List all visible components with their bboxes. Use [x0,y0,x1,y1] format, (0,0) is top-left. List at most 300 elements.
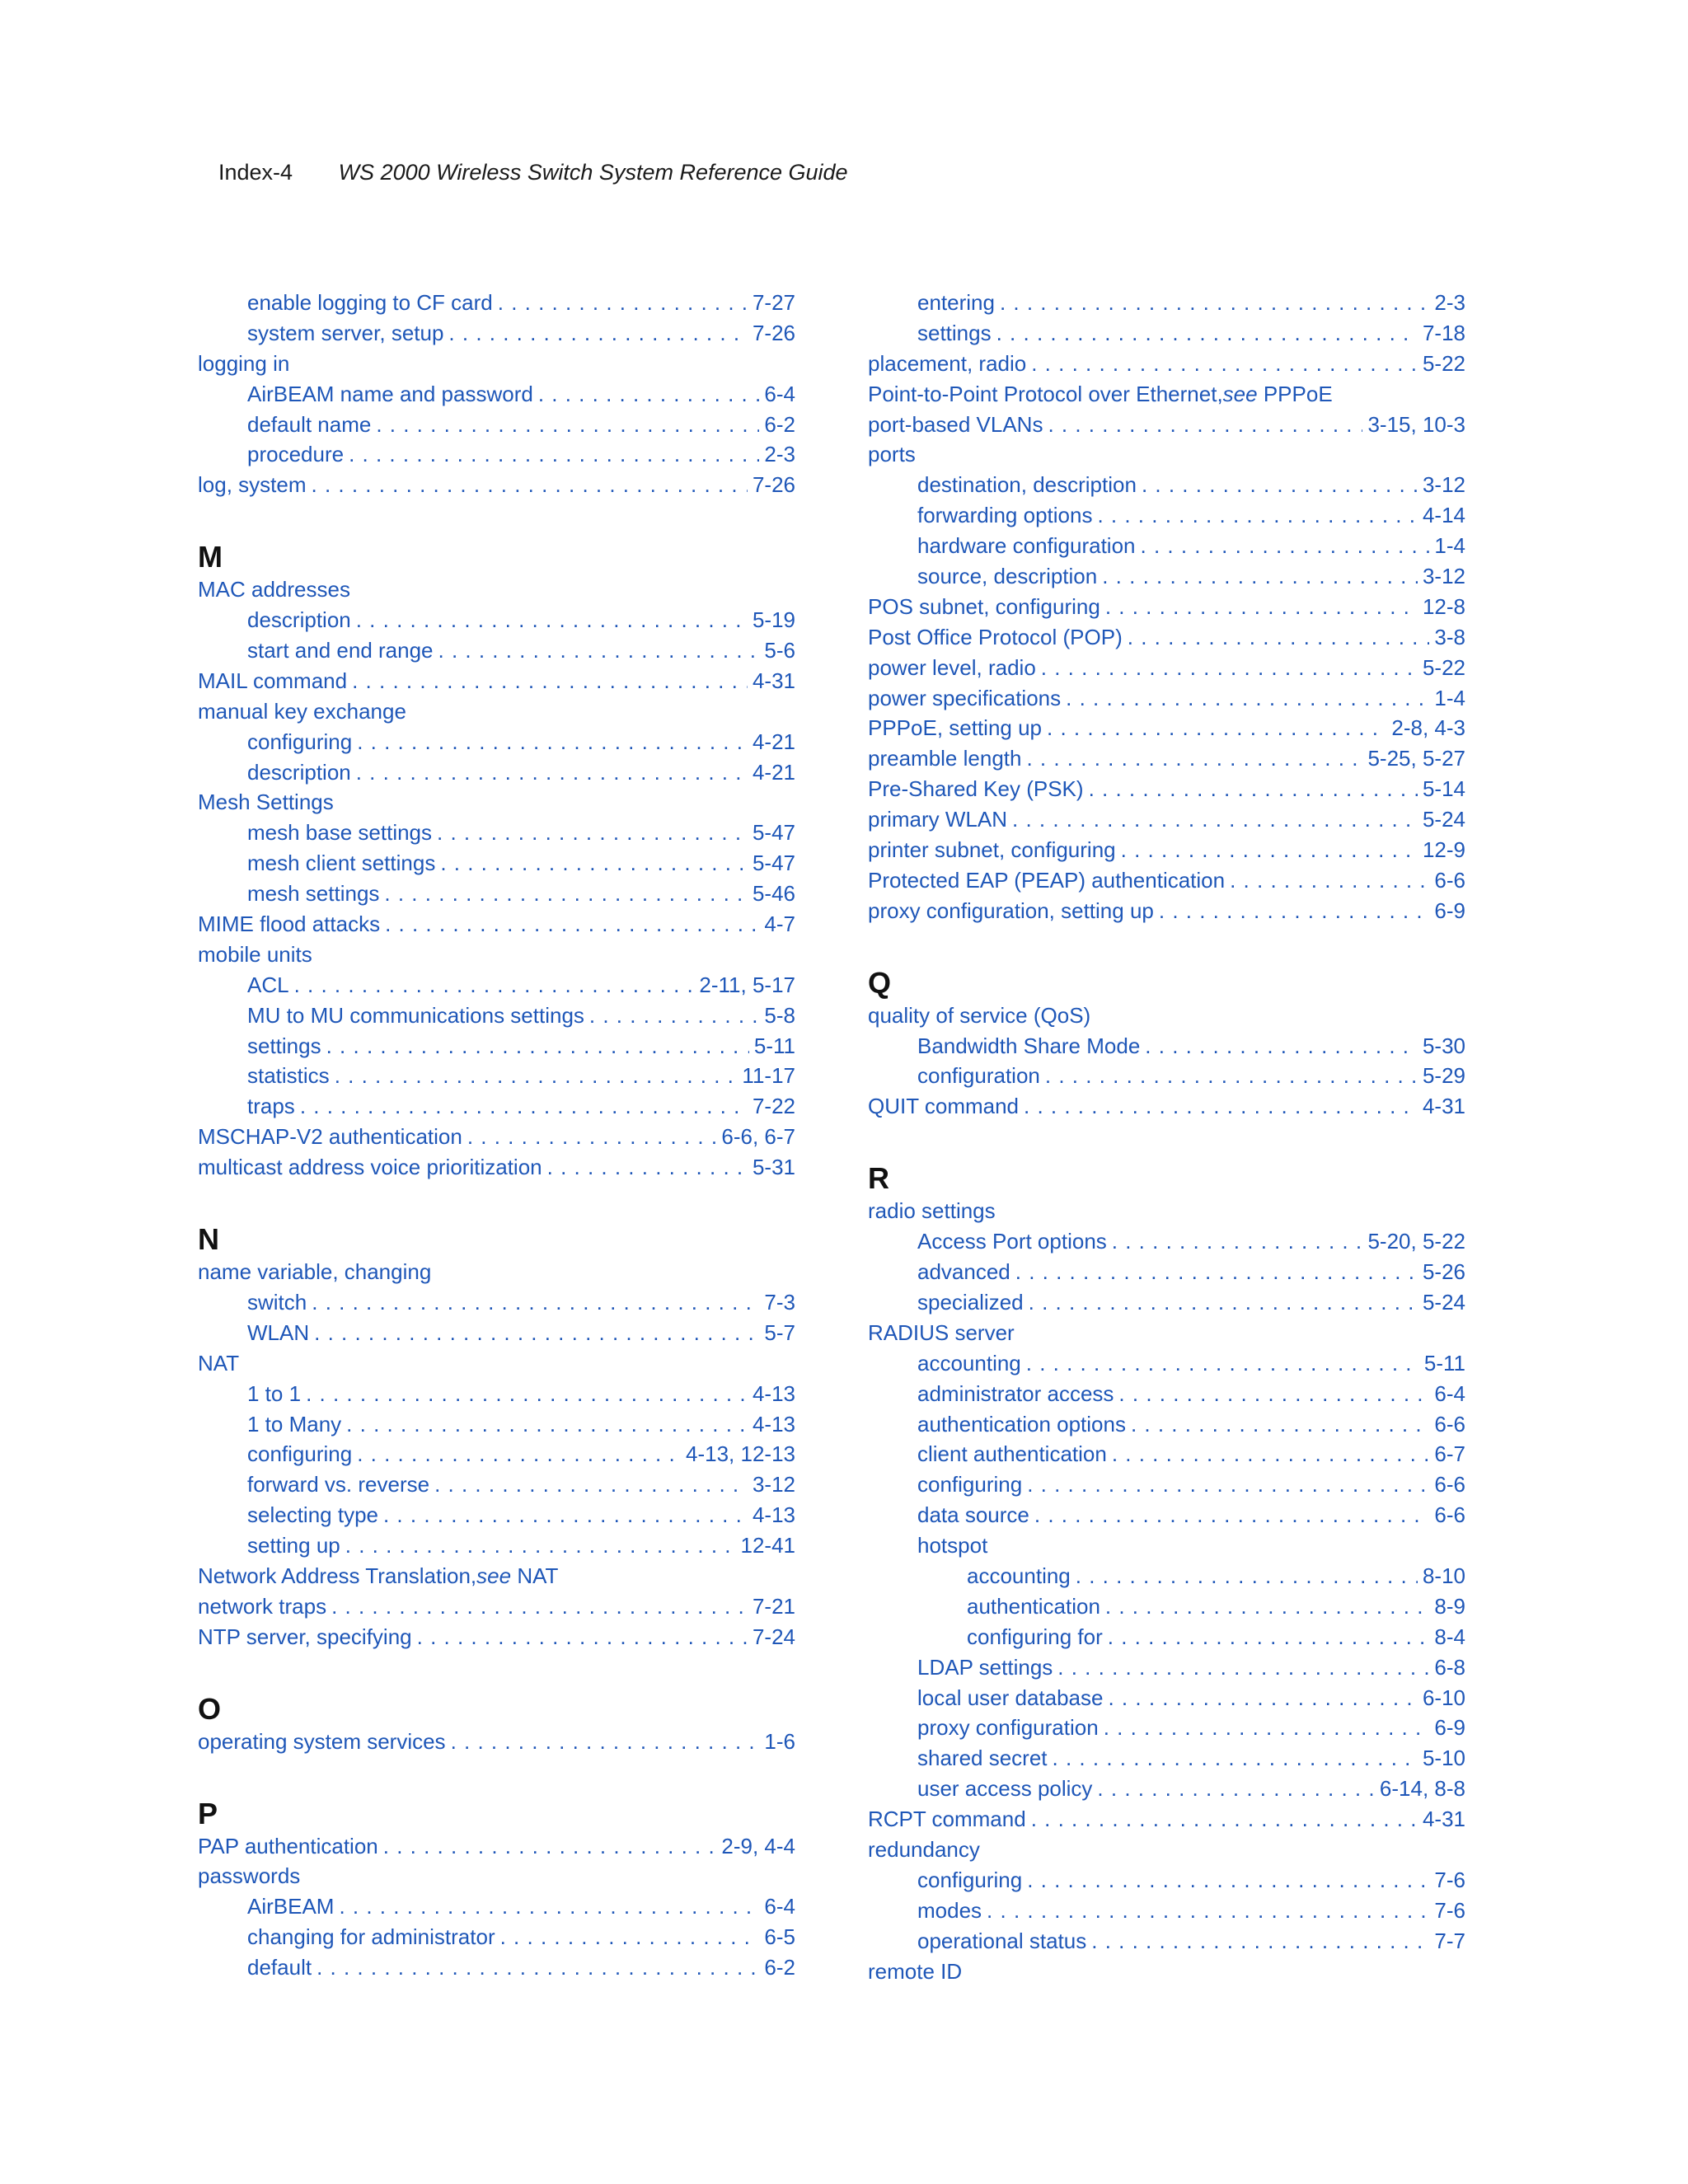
index-term[interactable]: quality of service (QoS) [868,1002,1091,1028]
page-reference[interactable]: 7-7 [1434,1928,1465,1953]
page-reference[interactable]: 5-19 [752,607,795,633]
page-reference[interactable]: 5-8 [764,1002,795,1028]
dot-leader [1230,868,1429,893]
index-term[interactable]: AirBEAM name and password [247,381,533,406]
page-reference[interactable]: 7-6 [1434,1867,1465,1892]
index-term[interactable]: authentication options [917,1411,1126,1436]
index-entry-forwarding-options[interactable] [868,503,1465,533]
page-reference[interactable]: 5-22 [1422,350,1465,376]
index-entry-modes[interactable] [868,1898,1465,1929]
page-reference[interactable]: 6-14, 8-8 [1379,1776,1465,1802]
index-entry-name-variable-changing[interactable] [198,1259,795,1290]
index-term[interactable]: WLAN [247,1319,310,1345]
index-entry-1-to-many[interactable] [198,1412,795,1442]
index-entry-authentication-options[interactable] [868,1412,1465,1442]
index-entry-configuring[interactable] [198,1441,795,1472]
index-entry-rcpt-command[interactable] [868,1807,1465,1837]
index-entry-printer-subnet-configuring[interactable] [868,837,1465,868]
index-entry-ports[interactable] [868,442,1465,472]
dot-leader [385,912,759,937]
index-entry-administrator-access[interactable] [868,1381,1465,1412]
index-term[interactable]: power specifications [868,685,1062,710]
index-entry-quit-command[interactable] [868,1094,1465,1124]
index-entry-configuring-for[interactable] [868,1624,1465,1655]
index-entry-ldap-settings[interactable] [868,1655,1465,1685]
page-reference[interactable]: 7-22 [752,1094,795,1119]
index-term[interactable]: MSCHAP-V2 authentication [198,1124,462,1150]
page-reference[interactable]: 2-3 [1434,290,1465,315]
index-term[interactable]: Pre-Shared Key (PSK) [868,776,1084,802]
index-entry-user-access-policy[interactable] [868,1776,1465,1807]
index-term[interactable]: hardware configuration [917,533,1136,559]
index-term[interactable]: AirBEAM [247,1894,335,1919]
page-reference[interactable]: 4-13, 12-13 [686,1441,795,1467]
index-entry-access-port-options[interactable] [868,1229,1465,1259]
index-term[interactable]: PPPoE, setting up [868,715,1043,741]
index-term[interactable]: port-based VLANs [868,411,1043,437]
index-entry-mesh-base-settings[interactable] [198,820,795,851]
page-reference[interactable]: 6-5 [764,1924,795,1950]
index-term[interactable]: destination, description [917,472,1137,498]
index-entry-pap-authentication[interactable] [198,1834,795,1864]
index-term[interactable]: redundancy [868,1836,980,1862]
page-reference[interactable]: 3-12 [1422,564,1465,589]
page-reference[interactable]: 4-21 [752,759,795,785]
index-entry-hotspot[interactable] [868,1533,1465,1563]
page-reference[interactable]: 5-14 [1422,776,1465,802]
page-reference[interactable]: 5-11 [1423,1350,1465,1376]
index-entry-mobile-units[interactable] [198,942,795,972]
index-term[interactable]: configuring [917,1867,1023,1892]
index-entry-default-name[interactable] [198,412,795,443]
page-reference[interactable]: 6-9 [1434,1715,1465,1741]
index-entry-source-description[interactable] [868,564,1465,594]
index-entry-acl[interactable] [198,972,795,1003]
index-entry-logging-in[interactable] [198,351,795,382]
index-entry-forward-vs-reverse[interactable] [198,1472,795,1502]
page-reference[interactable]: 7-6 [1434,1897,1465,1923]
index-term[interactable]: configuring [917,1472,1023,1497]
index-term[interactable]: power level, radio [868,654,1036,680]
index-term[interactable]: forwarding options [917,503,1093,528]
index-term[interactable]: selecting type [247,1502,378,1528]
index-term[interactable]: switch [247,1289,307,1315]
index-term[interactable]: authentication [967,1593,1100,1619]
index-term[interactable]: source, description [917,564,1098,589]
page-reference[interactable]: 5-11 [753,1033,795,1058]
page-reference[interactable]: 4-13 [752,1411,795,1436]
index-term[interactable]: operating system services [198,1728,446,1754]
index-term[interactable]: default name [247,411,372,437]
page-reference[interactable]: 6-6 [1434,867,1465,893]
dot-leader [500,1924,760,1950]
index-entry-changing-for-administrator[interactable] [198,1924,795,1955]
index-entry-operational-status[interactable] [868,1929,1465,1959]
index-term[interactable]: manual key exchange [198,698,406,724]
page-reference[interactable]: 1-6 [764,1728,795,1754]
page-reference[interactable]: 8-10 [1422,1563,1465,1588]
index-entry-port-based-vlans[interactable] [868,412,1465,443]
page-reference[interactable]: 7-24 [752,1624,795,1649]
index-entry-manual-key-exchange[interactable] [198,699,795,729]
page-reference[interactable]: 6-4 [1434,1380,1465,1406]
dot-leader [357,729,748,755]
dot-leader [1024,1094,1418,1119]
dot-leader [294,972,695,998]
page-reference[interactable]: 6-6, 6-7 [721,1124,795,1150]
index-entry-pre-shared-key-psk[interactable] [868,776,1465,807]
index-entry-nat[interactable] [198,1351,795,1381]
index-term[interactable]: shared secret [917,1746,1048,1771]
index-term[interactable]: configuring for [967,1624,1103,1649]
index-entry-settings[interactable] [868,321,1465,351]
page-reference[interactable]: 5-20, 5-22 [1367,1229,1465,1254]
page-reference[interactable]: 5-25, 5-27 [1367,746,1465,771]
index-term[interactable]: statistics [247,1063,330,1089]
page-reference[interactable]: 6-6 [1434,1411,1465,1436]
index-entry-power-specifications[interactable] [868,686,1465,716]
index-term[interactable]: remote ID [868,1958,963,1984]
page-reference[interactable]: 7-18 [1422,320,1465,345]
index-term[interactable]: description [247,759,351,785]
index-term[interactable]: user access policy [917,1776,1093,1802]
index-entry-selecting-type[interactable] [198,1502,795,1533]
index-entry-bandwidth-share-mode[interactable] [868,1033,1465,1064]
index-term[interactable]: administrator access [917,1380,1114,1406]
index-entry-log-system[interactable] [198,472,795,503]
index-term[interactable]: entering [917,290,995,315]
page-reference[interactable]: 2-8, 4-3 [1391,715,1465,741]
page-reference[interactable]: 6-6 [1434,1472,1465,1497]
dot-leader [357,1441,681,1467]
index-term[interactable]: 1 to 1 [247,1380,302,1406]
dot-leader [383,1834,717,1859]
index-term[interactable]: data source [917,1502,1029,1528]
index-term[interactable]: system server, setup [247,320,444,345]
index-entry-preamble-length[interactable] [868,746,1465,776]
index-term[interactable]: modes [917,1897,982,1923]
index-term[interactable]: traps [247,1094,295,1119]
index-entry-hardware-configuration[interactable] [868,533,1465,564]
index-term[interactable]: preamble length [868,746,1022,771]
dot-leader [1029,1290,1418,1315]
index-entry-radio-settings[interactable] [868,1198,1465,1229]
index-term[interactable]: accounting [917,1350,1021,1376]
page-reference[interactable]: 6-2 [764,411,795,437]
index-entry-system-server-setup[interactable] [198,321,795,351]
index-term[interactable]: QUIT command [868,1094,1020,1119]
dot-leader [1112,1441,1430,1467]
dot-leader [1108,1624,1430,1650]
index-entry-mac-addresses[interactable] [198,577,795,607]
page-reference[interactable]: 4-31 [1422,1094,1465,1119]
page-reference[interactable]: 6-8 [1434,1654,1465,1680]
index-term[interactable]: changing for administrator [247,1924,495,1950]
index-term[interactable]: mesh settings [247,881,380,907]
index-term[interactable]: enable logging to CF card [247,290,493,315]
page-reference[interactable]: 4-21 [752,729,795,754]
page-reference[interactable]: 12-8 [1422,593,1465,619]
page-reference[interactable]: 5-26 [1422,1259,1465,1285]
index-entry-wlan[interactable] [198,1320,795,1351]
index-entry-network-address-translation[interactable] [198,1563,795,1594]
page-reference[interactable]: 5-7 [764,1319,795,1345]
dot-leader [1105,1594,1430,1619]
index-entry-point-to-point-protocol-over-ethernet[interactable] [868,382,1465,412]
index-term[interactable]: configuring [247,1441,353,1467]
index-term[interactable]: passwords [198,1863,301,1889]
page-reference[interactable]: 5-47 [752,820,795,846]
index-entry-protected-eap-peap-authentication[interactable] [868,868,1465,898]
index-term[interactable]: forward vs. reverse [247,1472,430,1497]
index-term[interactable]: specialized [917,1289,1024,1315]
index-entry-description[interactable] [198,607,795,638]
index-entry-multicast-address-voice-prioritization[interactable] [198,1155,795,1185]
index-term[interactable]: POS subnet, configuring [868,593,1100,619]
index-term[interactable]: mesh base settings [247,820,433,846]
dot-leader [1076,1563,1418,1589]
index-term[interactable]: accounting [967,1563,1071,1588]
index-term[interactable]: local user database [917,1685,1104,1710]
page-reference[interactable]: 7-3 [764,1289,795,1315]
index-term[interactable]: NAT [198,1350,240,1376]
index-entry-traps[interactable] [198,1094,795,1124]
index-entry-1-to-1[interactable] [198,1381,795,1412]
index-entry-network-traps[interactable] [198,1594,795,1624]
index-entry-mesh-client-settings[interactable] [198,851,795,881]
dot-leader [352,668,748,694]
index-entry-configuring[interactable] [198,729,795,760]
index-entry-mesh-settings[interactable] [198,881,795,912]
index-entry-destination-description[interactable] [868,472,1465,503]
page-reference[interactable]: 1-4 [1434,685,1465,710]
page-reference[interactable]: 2-3 [764,442,795,467]
index-entry-redundancy[interactable] [868,1837,1465,1868]
index-entry-setting-up[interactable] [198,1533,795,1563]
index-entry-advanced[interactable] [868,1259,1465,1290]
index-entry-entering[interactable] [868,290,1465,321]
index-term[interactable]: multicast address voice prioritization [198,1155,542,1180]
index-entry-operating-system-services[interactable] [198,1729,795,1760]
index-term[interactable]: settings [247,1033,321,1058]
index-entry-passwords[interactable] [198,1863,795,1894]
dot-leader [1066,686,1429,711]
index-term[interactable]: name variable, changing [198,1259,432,1285]
page-reference[interactable]: 6-4 [764,1894,795,1919]
page-reference[interactable]: 6-2 [764,1955,795,1980]
page-reference[interactable]: 2-11, 5-17 [699,972,795,997]
dot-leader [345,1533,736,1558]
page-reference[interactable]: 5-24 [1422,807,1465,832]
page-reference[interactable]: 4-31 [752,668,795,693]
page-reference[interactable]: 6-10 [1422,1685,1465,1710]
index-entry-configuring[interactable] [868,1868,1465,1898]
page-reference[interactable]: 5-47 [752,851,795,876]
index-term[interactable]: RADIUS server [868,1319,1015,1345]
index-entry-local-user-database[interactable] [868,1685,1465,1716]
index-entry-mu-to-mu-communications-settings[interactable] [198,1003,795,1033]
index-entry-configuring[interactable] [868,1472,1465,1502]
page-reference[interactable]: 11-17 [742,1063,795,1089]
index-entry-mail-command[interactable] [198,668,795,699]
index-entry-pos-subnet-configuring[interactable] [868,594,1465,625]
index-term[interactable]: MIME flood attacks [198,912,381,937]
page-reference[interactable]: 6-9 [1434,898,1465,923]
index-term[interactable]: radio settings [868,1198,996,1224]
page-reference[interactable]: 8-4 [1434,1624,1465,1649]
index-term[interactable]: ACL [247,972,289,997]
index-term[interactable]: network traps [198,1593,327,1619]
page-reference[interactable]: 8-9 [1434,1593,1465,1619]
index-term[interactable]: mesh client settings [247,851,436,876]
index-entry-procedure[interactable] [198,442,795,472]
index-term[interactable]: default [247,1955,312,1980]
index-entry-power-level-radio[interactable] [868,655,1465,686]
index-term[interactable]: printer subnet, configuring [868,837,1116,863]
index-entry-default[interactable] [198,1955,795,1985]
page-reference[interactable]: 5-10 [1422,1746,1465,1771]
page-reference[interactable]: 12-41 [740,1533,795,1558]
page-reference[interactable]: 4-13 [752,1380,795,1406]
index-term[interactable]: description [247,607,351,633]
index-entry-description[interactable] [198,760,795,790]
index-term[interactable]: operational status [917,1928,1087,1953]
index-term[interactable]: advanced [917,1259,1010,1285]
dot-leader [1091,1929,1429,1954]
page-reference[interactable]: 4-7 [764,912,795,937]
index-entry-mesh-settings[interactable] [198,790,795,820]
page-reference[interactable]: 5-29 [1422,1063,1465,1089]
page-reference[interactable]: 5-30 [1422,1033,1465,1058]
index-entry-proxy-configuration[interactable] [868,1715,1465,1746]
page-reference[interactable]: 6-7 [1434,1441,1465,1467]
dot-leader [1034,1502,1430,1528]
dot-leader [1000,290,1429,316]
index-entry-placement-radio[interactable] [868,351,1465,382]
page-reference[interactable]: 4-13 [752,1502,795,1528]
index-entry-proxy-configuration-setting-up[interactable] [868,898,1465,929]
index-term[interactable]: Bandwidth Share Mode [917,1033,1141,1058]
index-entry-authentication[interactable] [868,1594,1465,1624]
index-term[interactable]: ports [868,442,916,467]
index-term[interactable]: configuring [247,729,353,754]
dot-leader [383,1502,748,1528]
index-term[interactable]: setting up [247,1533,340,1558]
index-entry-configuration[interactable] [868,1063,1465,1094]
see-reference-target[interactable]: PPPoE [1263,381,1333,406]
index-term[interactable]: MAIL command [198,668,348,693]
index-term[interactable]: RCPT command [868,1807,1026,1832]
index-term[interactable]: primary WLAN [868,807,1008,832]
index-entry-quality-of-service-qos[interactable] [868,1003,1465,1033]
page-reference[interactable]: 5-31 [752,1155,795,1180]
index-term[interactable]: Mesh Settings [198,790,334,815]
page-reference[interactable]: 5-6 [764,638,795,663]
index-term[interactable]: Network Address Translation, [198,1563,477,1588]
index-entry-airbeam[interactable] [198,1894,795,1924]
page-reference[interactable]: 7-26 [752,472,795,498]
index-entry-airbeam-name-and-password[interactable] [198,382,795,412]
page-reference[interactable]: 3-15, 10-3 [1367,411,1465,437]
index-term[interactable]: placement, radio [868,350,1027,376]
index-term[interactable]: MAC addresses [198,577,350,602]
index-entry-radius-server[interactable] [868,1320,1465,1351]
index-term[interactable]: client authentication [917,1441,1107,1467]
page-reference[interactable]: 3-8 [1434,624,1465,649]
index-entry-start-and-end-range[interactable] [198,638,795,668]
index-term[interactable]: proxy configuration, setting up [868,898,1154,923]
page-reference[interactable]: 5-22 [1422,654,1465,680]
see-reference-label: see [476,1563,512,1588]
index-term[interactable]: procedure [247,442,345,467]
index-entry-shared-secret[interactable] [868,1746,1465,1776]
page-reference[interactable]: 7-27 [752,290,795,315]
page-reference[interactable]: 3-12 [752,1472,795,1497]
index-entry-switch[interactable] [198,1290,795,1320]
index-term[interactable]: start and end range [247,638,434,663]
see-reference-target[interactable]: NAT [517,1563,559,1588]
index-entry-data-source[interactable] [868,1502,1465,1533]
index-entry-client-authentication[interactable] [868,1441,1465,1472]
index-term[interactable]: configuration [917,1063,1040,1089]
index-term[interactable]: Point-to-Point Protocol over Ethernet, [868,381,1223,406]
index-term[interactable]: Protected EAP (PEAP) authentication [868,867,1226,893]
index-entry-specialized[interactable] [868,1290,1465,1320]
index-entry-enable-logging-to-cf-card[interactable] [198,290,795,321]
index-term[interactable]: settings [917,320,992,345]
index-entry-primary-wlan[interactable] [868,807,1465,837]
index-term[interactable]: MU to MU communications settings [247,1002,584,1028]
index-entry-remote-id[interactable] [868,1959,1465,1990]
page-reference[interactable]: 3-12 [1422,472,1465,498]
page-reference[interactable]: 12-9 [1422,837,1465,863]
page-reference[interactable]: 5-46 [752,881,795,907]
index-term[interactable]: mobile units [198,941,312,967]
page-reference[interactable]: 1-4 [1434,533,1465,559]
index-entry-pppoe-setting-up[interactable] [868,715,1465,746]
index-entry-post-office-protocol-pop[interactable] [868,625,1465,655]
page-reference[interactable]: 2-9, 4-4 [721,1833,795,1858]
index-term[interactable]: log, system [198,472,307,498]
index-term[interactable]: LDAP settings [917,1654,1053,1680]
index-term[interactable]: proxy configuration [917,1715,1099,1741]
dot-leader [987,1898,1429,1924]
index-entry-mime-flood-attacks[interactable] [198,912,795,942]
index-term[interactable]: 1 to Many [247,1411,342,1436]
index-entry-accounting[interactable] [868,1351,1465,1381]
index-entry-ntp-server-specifying[interactable] [198,1624,795,1655]
page-reference[interactable]: 7-26 [752,320,795,345]
page-reference[interactable]: 4-31 [1422,1807,1465,1832]
index-term[interactable]: PAP authentication [198,1833,378,1858]
index-entry-mschap-v2-authentication[interactable] [198,1124,795,1155]
index-term[interactable]: logging in [198,350,290,376]
page-reference[interactable]: 6-4 [764,381,795,406]
dot-leader [1026,746,1362,771]
index-term[interactable]: Access Port options [917,1229,1107,1254]
page-reference[interactable]: 5-24 [1422,1289,1465,1315]
index-term[interactable]: NTP server, specifying [198,1624,412,1649]
page-reference[interactable]: 4-14 [1422,503,1465,528]
index-entry-settings[interactable] [198,1033,795,1064]
page-reference[interactable]: 6-6 [1434,1502,1465,1528]
dot-leader [1141,533,1430,559]
index-entry-accounting[interactable] [868,1563,1465,1594]
index-term[interactable]: Post Office Protocol (POP) [868,624,1123,649]
index-entry-statistics[interactable] [198,1063,795,1094]
page-reference[interactable]: 7-21 [752,1593,795,1619]
index-term[interactable]: hotspot [917,1533,988,1558]
